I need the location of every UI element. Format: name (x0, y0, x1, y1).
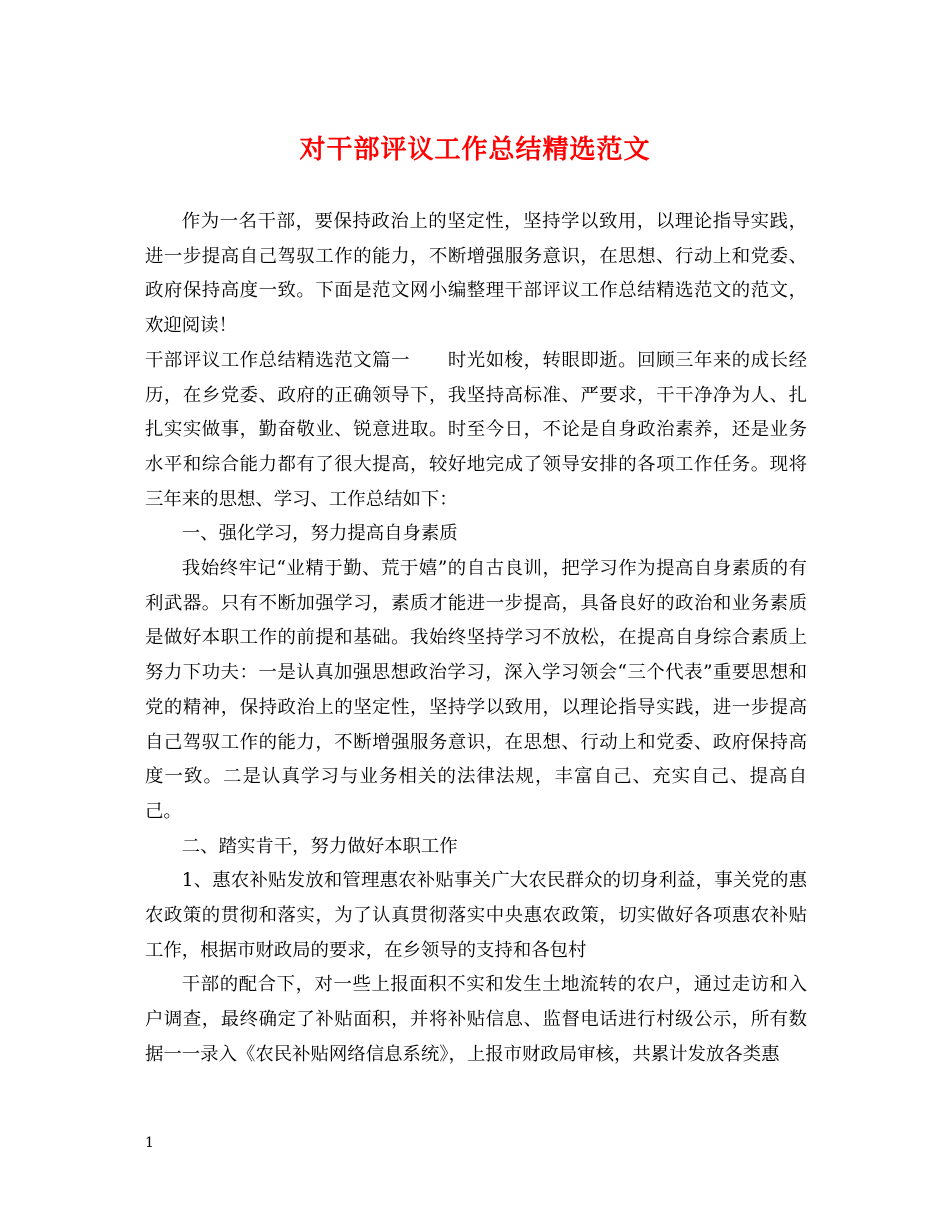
paragraph-subsidy-distribution: 1、惠农补贴发放和管理惠农补贴事关广大农民群众的切身利益，事关党的惠农政策的贯彻和落实，为了认真贯彻落实中央惠农政策，切实做好各项惠农补贴工作，根据市财政局的要求，在乡领导的支持和各包村 (145, 870, 807, 961)
heading-do-job-well: 二、踏实肯干，努力做好本职工作 (181, 835, 458, 857)
paragraph-cadre-cooperation: 干部的配合下，对一些上报面积不实和发生土地流转的农户，通过走访和入户调查，最终确定了补贴面积，并将补贴信息、监督电话进行村级公示，所有数据一一录入《农民补贴网络信息系统》，上报市财政局审核，共累计发放各类惠 (145, 974, 807, 1065)
heading-strengthen-learning: 一、强化学习，努力提高自身素质 (181, 523, 458, 545)
document-title: 对干部评议工作总结精选范文 (299, 135, 651, 165)
page-number: 1 (145, 1135, 154, 1151)
paragraph-learning: 我始终牢记“业精于勤、荒于嬉”的自古良训，把学习作为提高自身素质的有利武器。只有不断加强学习，素质才能进一步提高，具备良好的政治和业务素质是做好本职工作的前提和基础。我始终坚持学习不放松，在提高自身综合素质上努力下功夫：一是认真加强思想政治学习，深入学习领会“三个代表”重要思想和党的精神，保持政治上的坚定性，坚持学以致用，以理论指导实践，进一步提高自己驾驭工作的能力，不断增强服务意识，在思想、行动上和党委、政府保持高度一致。二是认真学习与业务相关的法律法规，丰富自己、充实自己、提高自己。 (145, 558, 807, 822)
document-body (145, 205, 807, 1073)
paragraph-intro: 作为一名干部，要保持政治上的坚定性，坚持学以致用，以理论指导实践，进一步提高自己驾驭工作的能力，不断增强服务意识，在思想、行动上和党委、政府保持高度一致。下面是范文网小编整理干部评议工作总结精选范文的范文，欢迎阅读！ (145, 211, 807, 337)
paragraph-section-one-opening: 干部评议工作总结精选范文篇一 时光如梭，转眼即逝。回顾三年来的成长经历，在乡党委、政府的正确领导下，我坚持高标准、严要求，干干净净为人、扎扎实实做事，勤奋敬业、锐意进取。时至今日，不论是自身政治素养，还是业务水平和综合能力都有了很大提高，较好地完成了领导安排的各项工作任务。现将三年来的思想、学习、工作总结如下： (145, 349, 807, 510)
